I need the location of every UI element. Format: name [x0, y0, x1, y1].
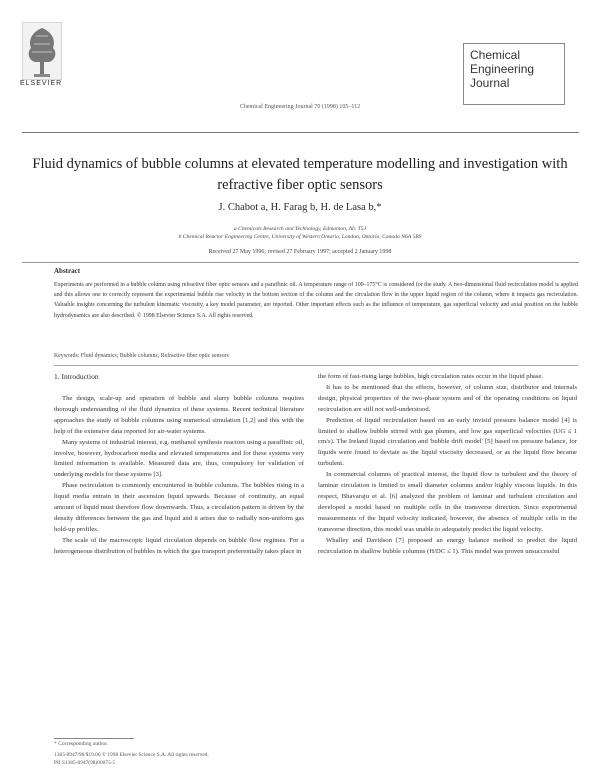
paragraph: Many systems of industrial interest, e.g. methanol synthesis reactors using a paraffinic oil, involve, however, hydrocarbon media and elevated temperatures and for these systems very limited information is available. Measured data are, thus, compulsory for validation of underlying models for these systems [3]. [54, 438, 304, 479]
affiliation-b: b Chemical Reactor Engineering Centre, University of Western Ontario, London, Ontario, Canada N6A 5B9 [178, 234, 422, 240]
journal-name: Chemical Engineering Journal [470, 48, 535, 90]
received-dates: Received 27 May 1996; revised 27 February 1997; accepted 2 January 1998 [208, 249, 392, 255]
title-divider [22, 262, 579, 263]
header-divider [22, 132, 579, 133]
body-column-right [318, 372, 577, 557]
paragraph: Prediction of liquid recirculation based on an early invisid pressure balance model [4] is limited to shallow bubble stirred with gas plumes, and low gas superficial velocities (UG ≤ 1 cm/s). The Ireland liquid circulation and 'bubble drift model' [5] based on pressure balance, for liquids were found to deviate as the liquid viscosity decreased, or as the liquid flow became turbulent. [318, 416, 577, 468]
body-column-left [54, 394, 304, 558]
copyright-line: 1385-8947/98/$19.00 © 1998 Elsevier Science S.A. All rights reserved. [54, 752, 209, 758]
article-title: Fluid dynamics of bubble columns at elevated temperature modelling and investigation with refractive fiber optic sensors [32, 156, 568, 193]
publisher-name: ELSEVIER [20, 80, 63, 87]
paragraph: The scale of the macroscopic liquid circulation depends on bubble flow regimes. For a heterogeneous distribution of bubbles in which the gas transport preferentially takes place in [54, 536, 304, 555]
paragraph: Whalley and Davidson [7] proposed an energy balance method to predict the liquid recirculation in shallow bubble columns (H/DC ≤ 1). This model was proven unsuccessful [318, 536, 577, 555]
abstract-heading: Abstract [54, 267, 81, 275]
footnote-divider [54, 738, 134, 739]
keywords-divider [54, 365, 578, 366]
keywords: Keywords: Fluid dynamics; Bubble columns; Refractive fiber optic sensors [54, 353, 229, 359]
elsevier-tree-logo [22, 22, 62, 80]
paragraph: the form of fast-rising large bubbles, high circulation rates occur in the liquid phase. [318, 373, 544, 380]
journal-citation: Chemical Engineering Journal 70 (1998) 105–112 [239, 104, 361, 110]
section-heading-introduction: 1. Introduction [54, 372, 99, 381]
paragraph: In commercial columns of practical interest, the liquid flow is turbulent and the theory of laminar circulation is limited to small diameter columns and/or highly viscous liquids. In this respect, Bhavaraju et al. [6] analyzed the problem of laminar and turbulent circulation and developed a model based on multiple cells in the transverse direction. Since experimental measurements of the liquid velocity indicated, however, the absence of multiple cells in the transverse direction, this model was unable to adequately predict the liquid velocity. [318, 471, 577, 533]
abstract-text: Experiments are performed in a bubble column using refractive fiber optic sensors and a paraffinic oil. A temperature range of 100–175°C is considered for the study. A two-dimensional fluid recirculation model is applied and this allows one to correctly represent the experimental bubble rise velocity in the bottom section of the column and the circulation flow in the upper liquid region of the column, where it impacts gas recirculation. Valuable insights concerning the turbulent kinematic viscosity, a key model parameter, are reported. Other important effects such as the influence of temperature, gas superficial velocity and axial position on the bubble hydrodynamics are also described. © 1998 Elsevier Science S.A. All rights reserved. [54, 282, 578, 319]
author-list: J. Chabot a, H. Farag b, H. de Lasa b,* [218, 202, 382, 213]
pii-line: PII S1385-8947(98)00075-5 [54, 760, 116, 766]
affiliation-a: a Chemicals Research and Technology, Edmonton, Ab. T5J [233, 226, 367, 232]
paragraph: Phase recirculation is commonly encountered in bubble columns. The bubbles rising in a liquid media entrain in their ascension liquid upwards. Because of continuity, an equal amount of liquid must therefore flow downwards. Thus, a circulation pattern is driven by the density differences between the gas and liquid and it arises due to radially non-uniform gas hold-up profiles. [54, 482, 304, 533]
paragraph: It has to be mentioned that the effects, however, of column size, distributor and internals design, physical properties of the two-phase system and of the operating conditions on liquid recirculation are still not well-understood. [318, 383, 577, 413]
corresponding-author-footnote: * Corresponding author. [54, 741, 109, 747]
paragraph: The design, scale-up and operation of bubble and slurry bubble columns requires thorough understanding of the fluid dynamics of these systems. Recent technical literature approaches the study of bubble columns using numerical simulation [1,2] and this with the help of the extensive data reported for air-water systems. [54, 395, 304, 435]
